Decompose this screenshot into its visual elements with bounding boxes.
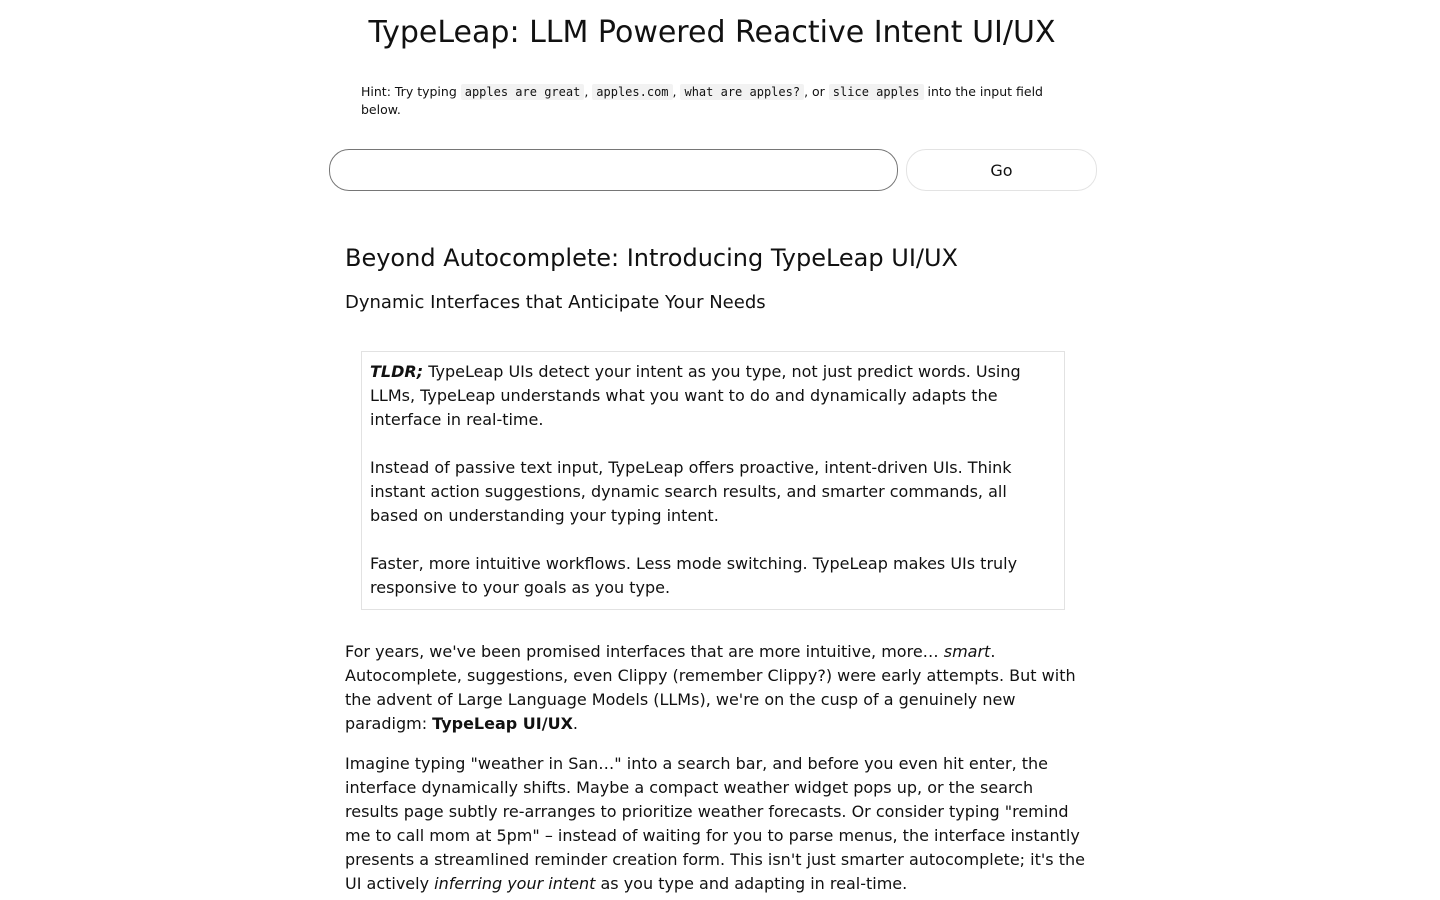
hint-text xyxy=(361,83,1051,118)
article-subheading: Dynamic Interfaces that Anticipate Your Needs xyxy=(345,292,766,313)
hint-suffix: into the input field below. xyxy=(361,84,1043,117)
search-input[interactable] xyxy=(329,149,898,191)
para2-text-a: Imagine typing "weather in San…" into a search bar, and before you even hit enter, the interface dynamically shifts. Maybe a compact weather widget pops up, or the search results page subtly re-arranges to prioritize weather forecasts. Or consider typing "remind me to call mom at 5pm" – instead of waiting for you to parse menus, the interface instantly presents a streamlined reminder creation form. This isn't just smarter autocomplete; it's the UI actively xyxy=(345,754,1085,893)
para1-emphasis: smart xyxy=(943,642,991,661)
para2-text-b: as you type and adapting in real-time. xyxy=(595,874,908,893)
hint-example-4: slice apples xyxy=(829,84,924,100)
hint-example-1: apples are great xyxy=(461,84,585,100)
hint-separator: , xyxy=(672,84,681,99)
hint-separator: , xyxy=(584,84,593,99)
article-heading: Beyond Autocomplete: Introducing TypeLeap UI/UX xyxy=(345,244,958,272)
hint-prefix: Hint: Try typing xyxy=(361,84,461,99)
tldr-paragraph-2: Instead of passive text input, TypeLeap offers proactive, intent-driven UIs. Think instant action suggestions, dynamic search results, and smarter commands, all based on understanding your typing intent. xyxy=(370,458,1012,525)
body-paragraph-1 xyxy=(345,640,1085,736)
page-title: TypeLeap: LLM Powered Reactive Intent UI/UX xyxy=(368,15,1056,50)
para1-strong: TypeLeap UI/UX xyxy=(432,714,573,733)
article xyxy=(345,240,1085,893)
para1-text-b: . Autocomplete, suggestions, even Clippy (remember Clippy?) were early attempts. But with the advent of Large Language Models (LLMs), we're on the cusp of a genuinely new paradigm: xyxy=(345,642,1076,733)
tldr-box xyxy=(361,351,1065,610)
body-paragraph-2 xyxy=(345,752,1085,896)
tldr-text-1: TypeLeap UIs detect your intent as you type, not just predict words. Using LLMs, TypeLeap understands what you want to do and dynamically adapts the interface in real-time. xyxy=(370,362,1021,429)
tldr-label: TLDR; xyxy=(370,362,424,381)
para2-emphasis: inferring your intent xyxy=(434,874,596,893)
article-body xyxy=(345,640,1085,900)
tldr-paragraph-1 xyxy=(370,360,1056,432)
hint-example-3: what are apples? xyxy=(680,84,804,100)
para1-text-a: For years, we've been promised interfaces that are more intuitive, more… xyxy=(345,642,944,661)
hint-example-2: apples.com xyxy=(592,84,672,100)
tldr-paragraph-3: Faster, more intuitive workflows. Less mode switching. TypeLeap makes UIs truly responsive to your goals as you type. xyxy=(370,554,1018,597)
para1-text-c: . xyxy=(572,714,578,733)
hint-separator: , or xyxy=(804,84,829,99)
search-row xyxy=(329,149,1097,191)
go-button[interactable]: Go xyxy=(906,149,1097,191)
